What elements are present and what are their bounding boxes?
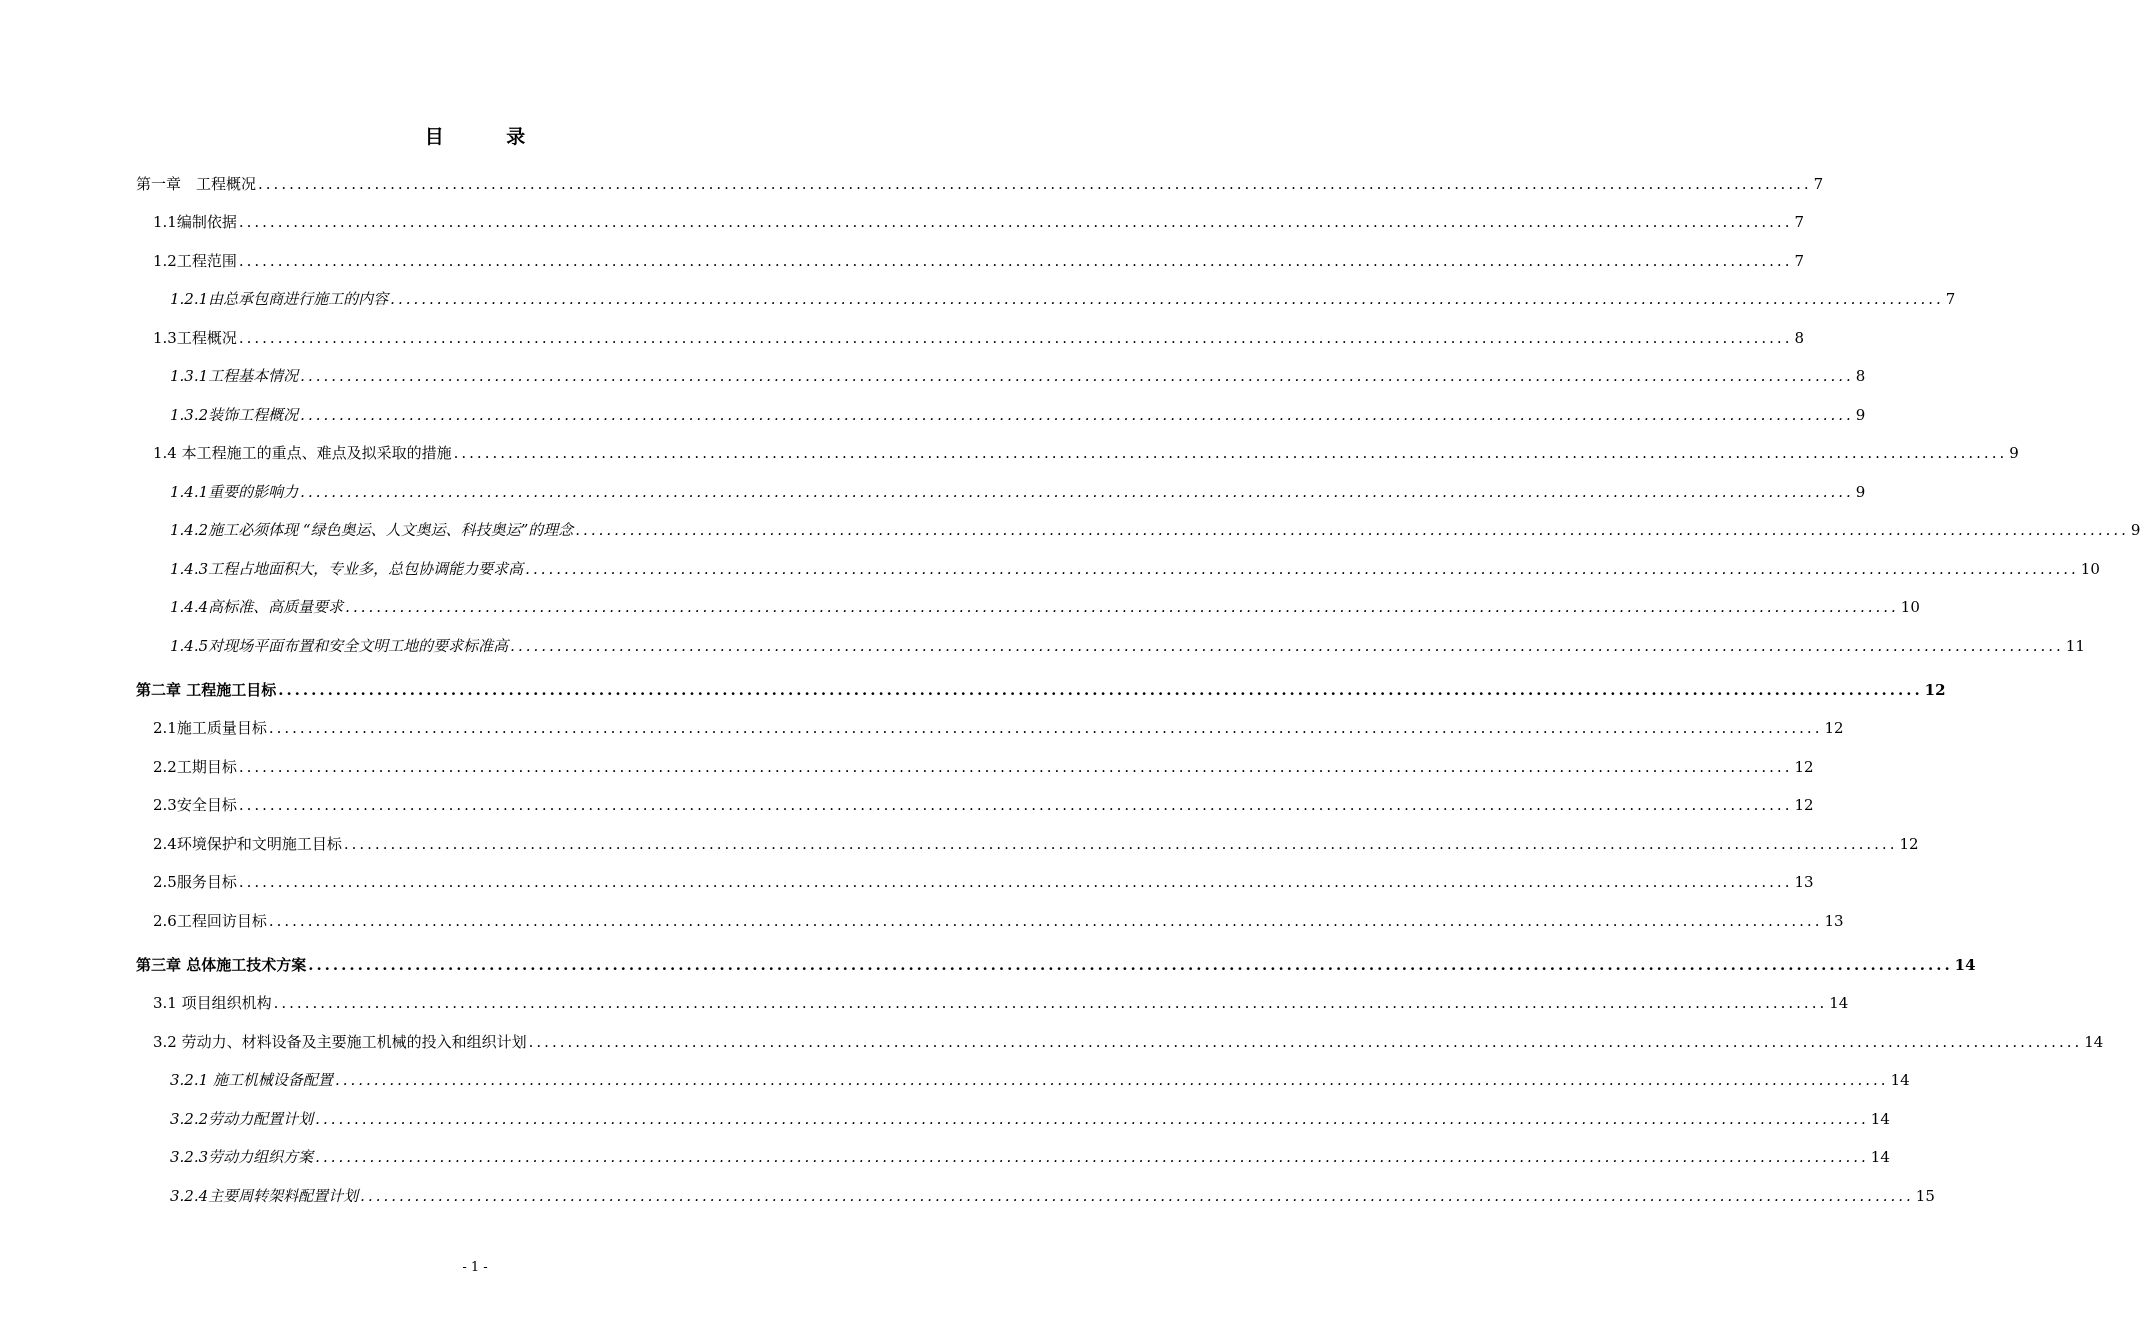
toc-entry-page: 12 — [1794, 758, 1814, 776]
toc-entry-page: 12 — [1824, 719, 1844, 737]
toc-entry-label: 2.5服务目标 — [153, 873, 237, 891]
toc-dot-leader: ........................................................................................................................................................................................................ — [238, 329, 1793, 347]
toc-entry-page: 14 — [1954, 956, 1976, 974]
toc-dot-leader: ........................................................................................................................................................................................................ — [238, 873, 1793, 891]
toc-entry-label: 1.2.1由总承包商进行施工的内容 — [170, 290, 389, 308]
toc-entry-label: 1.4.2施工必须体现 “绿色奥运、人文奥运、科技奥运”的理念 — [170, 521, 574, 539]
toc-entry[interactable] — [153, 441, 2019, 463]
toc-entry[interactable] — [153, 909, 1844, 931]
toc-entry-page: 14 — [1829, 994, 1849, 1012]
toc-dot-leader: ........................................................................................................................................................................................................ — [300, 406, 1854, 424]
toc-entry[interactable] — [170, 364, 1866, 386]
toc-entry-label: 2.3安全目标 — [153, 796, 237, 814]
toc-entry-page: 12 — [1899, 835, 1919, 853]
toc-entry-page: 7 — [1813, 175, 1824, 193]
toc-entry-label: 1.4.5对现场平面布置和安全文明工地的要求标准高 — [170, 637, 509, 655]
toc-entry[interactable] — [153, 870, 1814, 892]
toc-entry-label: 1.1编制依据 — [153, 213, 237, 231]
toc-entry-label: 1.4.3工程占地面积大，专业多，总包协调能力要求高 — [170, 560, 524, 578]
toc-entry-page: 9 — [1855, 406, 1866, 424]
toc-entry-label: 2.2工期目标 — [153, 758, 237, 776]
toc-entry-page: 10 — [1900, 598, 1920, 616]
toc-dot-leader: ........................................................................................................................................................................................................ — [268, 912, 1823, 930]
toc-entry[interactable] — [170, 403, 1866, 425]
toc-entry-page: 14 — [1870, 1148, 1890, 1166]
toc-entry-page: 13 — [1824, 912, 1844, 930]
toc-dot-leader: ........................................................................................................................................................................................................ — [273, 994, 1828, 1012]
toc-dot-leader: ........................................................................................................................................................................................................ — [390, 290, 1944, 308]
toc-dot-leader: ........................................................................................................................................................................................................ — [300, 367, 1854, 385]
toc-entry[interactable] — [170, 287, 1956, 309]
toc-entry[interactable] — [153, 249, 1805, 271]
toc-entry[interactable] — [136, 953, 1976, 975]
toc-entry-page: 13 — [1794, 873, 1814, 891]
toc-entry-page: 8 — [1794, 329, 1805, 347]
toc-entry-label: 1.4 本工程施工的重点、难点及拟采取的措施 — [153, 444, 452, 462]
toc-entry[interactable] — [170, 1145, 1890, 1167]
toc-entry[interactable] — [153, 326, 1805, 348]
toc-entry-page: 12 — [1794, 796, 1814, 814]
toc-entry-page: 7 — [1794, 252, 1805, 270]
toc-dot-leader: ........................................................................................................................................................................................................ — [238, 758, 1793, 776]
toc-entry[interactable] — [153, 793, 1814, 815]
toc-entry[interactable] — [170, 1107, 1890, 1129]
toc-entry-page: 14 — [1870, 1110, 1890, 1128]
toc-dot-leader: ........................................................................................................................................................................................................ — [345, 598, 1899, 616]
toc-entry-page: 10 — [2080, 560, 2100, 578]
toc-dot-leader: ........................................................................................................................................................................................................ — [300, 483, 1854, 501]
toc-dot-leader: ........................................................................................................................................................................................................ — [315, 1148, 1869, 1166]
toc-entry-label: 2.6工程回访目标 — [153, 912, 267, 930]
toc-entry[interactable] — [136, 172, 1824, 194]
toc-dot-leader: ........................................................................................................................................................................................................ — [268, 719, 1823, 737]
toc-entry-label: 第一章 工程概况 — [136, 175, 257, 193]
toc-entry-label: 2.4环境保护和文明施工目标 — [153, 835, 342, 853]
toc-entry[interactable] — [153, 210, 1805, 232]
toc-entry[interactable] — [170, 480, 1866, 502]
toc-entry-label: 第三章 总体施工技术方案 — [136, 956, 307, 974]
toc-entry-page: 8 — [1855, 367, 1866, 385]
toc-entry-label: 2.1施工质量目标 — [153, 719, 267, 737]
toc-entry[interactable] — [136, 678, 1946, 700]
toc-entry[interactable] — [170, 595, 1920, 617]
toc-dot-leader: ........................................................................................................................................................................................................ — [315, 1110, 1869, 1128]
toc-dot-leader: ........................................................................................................................................................................................................ — [525, 560, 2079, 578]
toc-entry-page: 7 — [1945, 290, 1956, 308]
toc-entry-label: 1.3.1工程基本情况 — [170, 367, 299, 385]
toc-entry[interactable] — [170, 1184, 1935, 1206]
toc-entry-label: 3.1 项目组织机构 — [153, 994, 272, 1012]
toc-entry-label: 1.3.2装饰工程概况 — [170, 406, 299, 424]
toc-dot-leader: ........................................................................................................................................................................................................ — [334, 1071, 1889, 1089]
toc-dot-leader: ........................................................................................................................................................................................................ — [238, 213, 1793, 231]
toc-dot-leader: ........................................................................................................................................................................................................ — [510, 637, 2064, 655]
toc-entry-page: 9 — [2130, 521, 2140, 539]
toc-entry-page: 9 — [2009, 444, 2019, 462]
toc-entry-label: 3.2 劳动力、材料设备及主要施工机械的投入和组织计划 — [153, 1033, 527, 1051]
toc-entry-page: 14 — [1890, 1071, 1910, 1089]
toc-entry[interactable] — [170, 1068, 1910, 1090]
page-number: - 1 - — [462, 1260, 488, 1275]
toc-dot-leader: ........................................................................................................................................................................................................ — [258, 175, 1812, 193]
toc-entry-page: 7 — [1794, 213, 1805, 231]
toc-dot-leader: ........................................................................................................................................................................................................ — [453, 444, 2008, 462]
toc-entry-label: 1.2工程范围 — [153, 252, 237, 270]
toc-entry-label: 3.2.2劳动力配置计划 — [170, 1110, 314, 1128]
toc-entry-label: 3.2.4主要周转架料配置计划 — [170, 1187, 359, 1205]
toc-entry[interactable] — [170, 634, 2085, 656]
toc-dot-leader: ........................................................................................................................................................................................................ — [238, 796, 1793, 814]
toc-entry-label: 1.4.4高标准、高质量要求 — [170, 598, 344, 616]
toc-entry-page: 14 — [2084, 1033, 2104, 1051]
toc-entry[interactable] — [153, 1030, 2104, 1052]
toc-entry-label: 1.4.1重要的影响力 — [170, 483, 299, 501]
toc-entry-label: 3.2.3劳动力组织方案 — [170, 1148, 314, 1166]
toc-entry-page: 11 — [2065, 637, 2085, 655]
toc-entry-page: 9 — [1855, 483, 1866, 501]
toc-entry-page: 12 — [1924, 681, 1946, 699]
toc-entry-label: 1.3工程概况 — [153, 329, 237, 347]
toc-entry[interactable] — [170, 518, 2140, 540]
toc-dot-leader: ........................................................................................................................................................................................................ — [360, 1187, 1914, 1205]
toc-dot-leader: ........................................................................................................................................................................................................ — [238, 252, 1793, 270]
toc-entry[interactable] — [153, 991, 1849, 1013]
toc-dot-leader: ........................................................................................................................................................................................................ — [528, 1033, 2083, 1051]
toc-dot-leader: ........................................................................................................................................................................................................ — [575, 521, 2129, 539]
toc-entry[interactable] — [170, 557, 2100, 579]
toc-dot-leader: ........................................................................................................................................................................................................ — [308, 956, 1953, 974]
page-title: 目 录 — [424, 126, 554, 148]
toc-entry-page: 15 — [1915, 1187, 1935, 1205]
toc-dot-leader: ........................................................................................................................................................................................................ — [343, 835, 1898, 853]
toc-entry[interactable] — [153, 755, 1814, 777]
toc-entry[interactable] — [153, 832, 1919, 854]
toc-entry-label: 第二章 工程施工目标 — [136, 681, 277, 699]
toc-entry-label: 3.2.1 施工机械设备配置 — [170, 1071, 333, 1089]
toc-entry[interactable] — [153, 716, 1844, 738]
toc-dot-leader: ........................................................................................................................................................................................................ — [278, 681, 1923, 699]
